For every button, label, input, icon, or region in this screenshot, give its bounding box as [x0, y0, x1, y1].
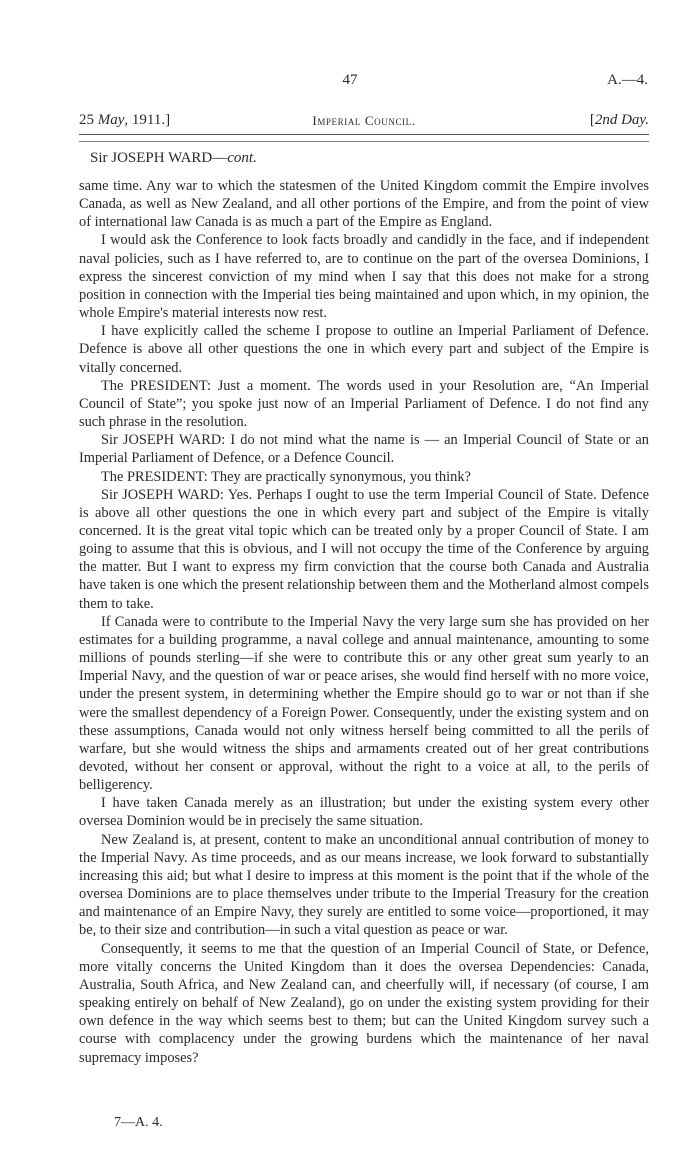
paragraph: Sir JOSEPH WARD: I do not mind what the name is — an Imperial Council of State or an Imperial Parliament of Defence, or a Defence Council.: [79, 432, 649, 467]
day-prefix: [: [589, 112, 595, 128]
signature-mark: 7—A. 4.: [114, 1115, 163, 1130]
date-suffix: , 1911.]: [124, 112, 171, 128]
running-head-day: [590, 112, 649, 129]
paragraph: Sir JOSEPH WARD: Yes. Perhaps I ought to use the term Imperial Council of State. Defence is above all other questions the one in which every part and subject of the Empire is vitally concerned. It is the great vital topic which can be treated only by a proper Council of State. I am going to assume that this is obvious, and I will not occupy the time of the Conference by arguing the matter. But I want to express my firm conviction that the course both Canada and Australia have taken is one which the present relationship between them and the Motherland almost compels them to take.: [79, 486, 649, 612]
date-month: May: [97, 112, 125, 128]
speaker-name: Sir JOSEPH WARD—: [90, 150, 228, 166]
paragraph: I would ask the Conference to look facts broadly and candidly in the face, and if independent naval policies, such as I have referred to, are to continue on the part of the oversea Dominions, I express the sincerest conviction of my mind when I say that this does not make for a strong position in connection with the Imperial ties being maintained and upon which, in my opinion, the whole Empire's material interests now rest.: [79, 232, 649, 322]
date-prefix: 25: [79, 112, 98, 128]
paragraph: If Canada were to contribute to the Imperial Navy the very large sum she has provided on her estimates for a building programme, a naval college and annual maintenance, amounting to some millions of pounds sterling—if she were to contribute this or any other great sum yearly to an Imperial Navy, and the question of war or peace arises, she would find herself with no more voice, under the present system, in determining whether the Empire should go to war or not than if she were the smallest dependency of a Foreign Power. Consequently, under the existing system and on these assumptions, Canada would not only witness herself being committed to all the perils of warfare, but she would witness the ships and armaments created out of her great contributions devoted, without her consent or approval, without the right to a voice at all, to the perils of belligerency.: [79, 613, 649, 794]
day-text: 2nd Day.: [594, 112, 649, 128]
running-head: [79, 110, 649, 135]
paragraph: The PRESIDENT: They are practically synonymous, you think?: [101, 468, 471, 485]
paragraph: The PRESIDENT: Just a moment. The words used in your Resolution are, “An Imperial Council of State”; you spoke just now of an Imperial Parliament of Defence. I do not find any such phrase in the resolution.: [79, 377, 649, 431]
paragraph: I have explicitly called the scheme I propose to outline an Imperial Parliament of Defence. Defence is above all other questions the one in which every part and subject of the Empire is vitally concerned.: [79, 323, 649, 376]
body-text: [79, 177, 649, 1067]
document-code: A.—4.: [607, 72, 648, 88]
continued-label: cont.: [227, 150, 257, 166]
paragraph: Consequently, it seems to me that the question of an Imperial Council of State, or Defence, more vitally concerns the United Kingdom than it does the oversea Dependencies: Canada, Australia, South Africa, and New Zealand can, and cheerfully will, if necessary (of course, I am speaking entirely on behalf of New Zealand), go on under the existing system providing for their own defence in the way which seems best to them; but can the United Kingdom survey such a course with complacency under the growing burdens which the maintenance of her naval supremacy imposes?: [79, 940, 649, 1066]
speaker-heading: [90, 150, 257, 167]
running-head-title: Imperial Council.: [312, 113, 416, 128]
page-number: 47: [342, 72, 358, 88]
paragraph: same time. Any war to which the statesmen of the United Kingdom commit the Empire involves Canada, as well as New Zealand, and all other portions of the Empire, and from the point of view of international law Canada is as much a part of the Empire as England.: [79, 178, 649, 231]
paragraph: I have taken Canada merely as an illustration; but under the existing system every other oversea Dominion would be in precisely the same situation.: [79, 795, 649, 830]
paragraph: New Zealand is, at present, content to make an unconditional annual contribution of money to the Imperial Navy. As time proceeds, and as our means increase, we look forward to substantially increasing this aid; but what I desire to impress at this moment is the point that if the whole of the oversea Dominions are to place themselves under tribute to the Imperial Treasury for the creation and maintenance of an Empire Navy, they surely are entitled to some voice—proportioned, it may be, to their size and contribution—in such a vital question as peace or war.: [79, 831, 649, 939]
header-rule: [79, 141, 649, 142]
